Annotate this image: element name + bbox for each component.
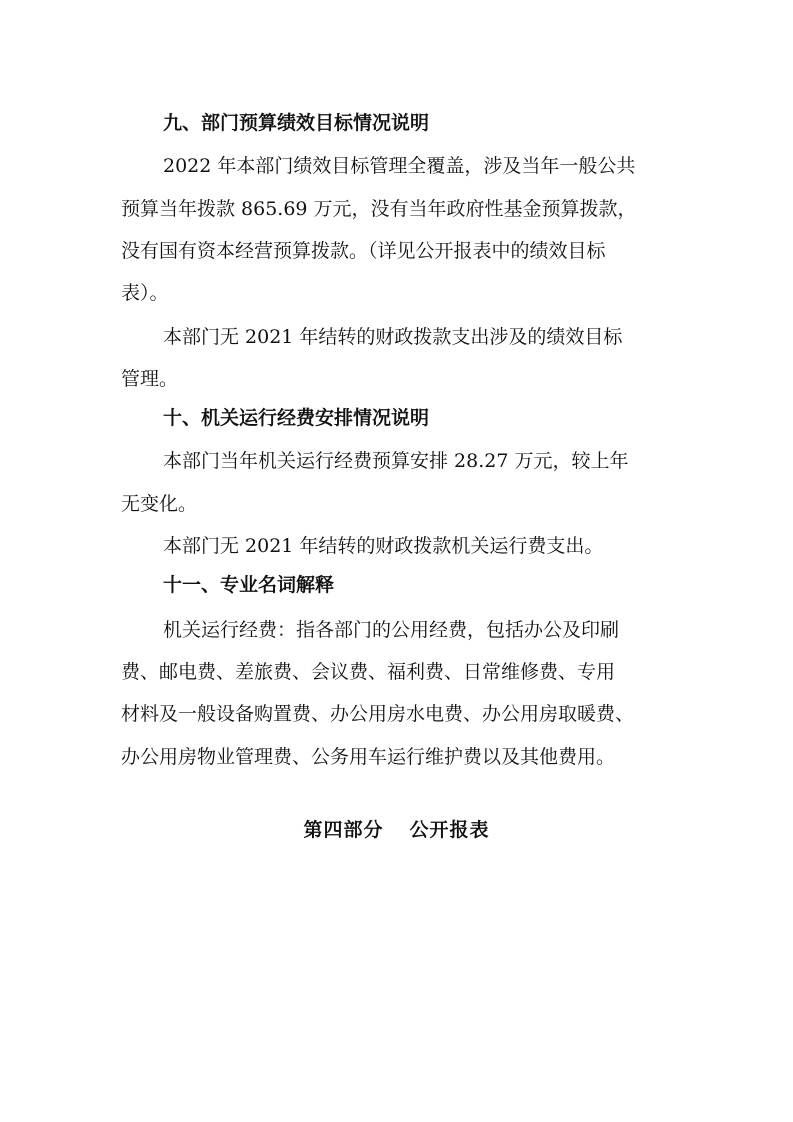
section-9-para2-line2: 管理。 [121,368,179,390]
section-9-para2-line1: 本部门无 2021 年结转的财政拨款支出涉及的绩效目标 [163,326,623,348]
section-11-para-line2: 费、邮电费、差旅费、会议费、福利费、日常维修费、专用 [121,661,616,683]
section-10-heading: 十、机关运行经费安排情况说明 [163,407,430,429]
section-11-heading: 十一、专业名词解释 [163,574,335,596]
section-9-para1-line3: 没有国有资本经营预算拨款。（详见公开报表中的绩效目标 [121,240,606,262]
section-10-para1-line1: 本部门当年机关运行经费预算安排 28.27 万元，较上年 [163,450,629,472]
part-4-title-name: 公开报表 [409,819,490,841]
section-9-para1-line2: 预算当年拨款 865.69 万元，没有当年政府性基金预算拨款， [121,198,637,220]
section-10-para2: 本部门无 2021 年结转的财政拨款机关运行费支出。 [163,535,604,557]
section-9-para1-line1: 2022 年本部门绩效目标管理全覆盖，涉及当年一般公共 [163,155,636,177]
section-9-para1-line4: 表）。 [121,282,169,304]
section-10-para1-line2: 无变化。 [121,493,198,515]
section-11-para-line1: 机关运行经费：指各部门的公用经费，包括办公及印刷 [163,619,620,641]
section-9-heading: 九、部门预算绩效目标情况说明 [163,112,430,134]
section-11-para-line3: 材料及一般设备购置费、办公用房水电费、办公用房取暖费、 [121,703,635,725]
part-4-title [0,815,793,842]
part-4-title-number: 第四部分 [303,819,384,841]
section-11-para-line4: 办公用房物业管理费、公务用车运行维护费以及其他费用。 [121,746,616,768]
